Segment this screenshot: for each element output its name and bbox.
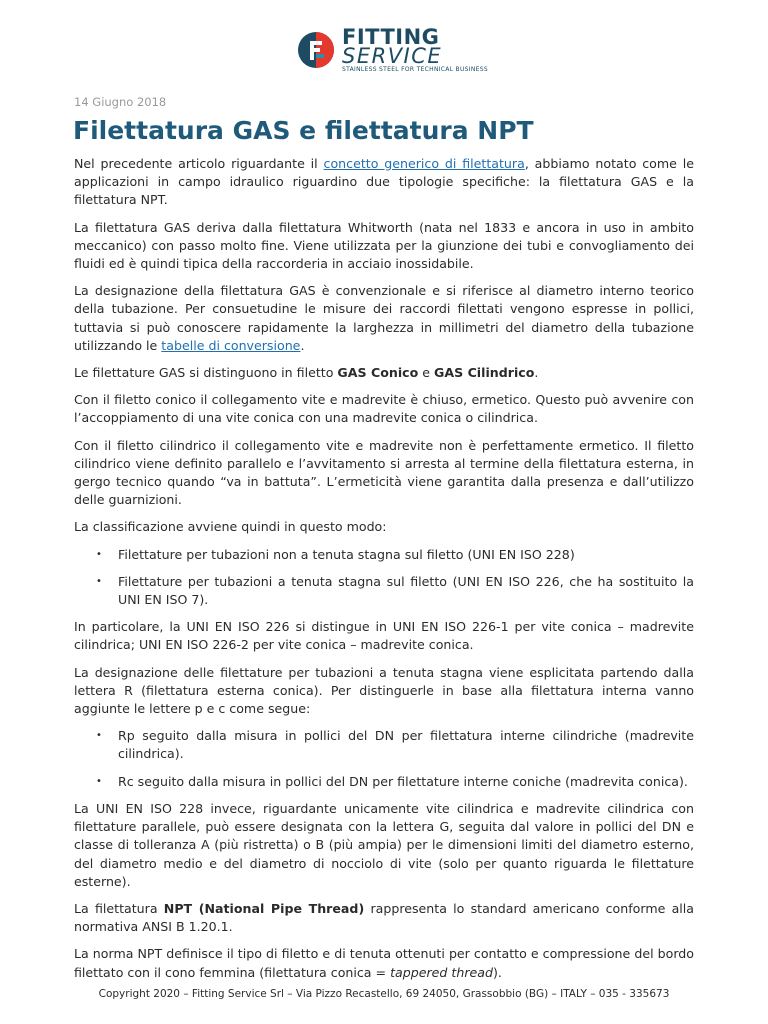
link-concetto-filettatura[interactable]: concetto generico di filettatura [323,156,525,171]
paragraph-npt [74,900,694,936]
paragraph-classification: La classificazione avviene quindi in questo modo: [74,519,387,535]
article-date: 14 Giugno 2018 [74,95,167,109]
text-segment: e [418,365,435,381]
text-segment: , abbiamo notato come le applicazioni in campo idraulico riguardino due tipologie specifiche: la filettatura GAS e la filettatura NPT. [74,156,694,208]
text-segment: . [534,365,539,381]
bullet-icon: • [96,775,102,787]
paragraph-r-designation: La designazione delle filettature per tubazioni a tenuta stagna viene esplicitata partendo dalla lettera R (filettatura esterna conica). Per distinguerle in base alla filettatura interna vanno aggiunte le lettere p e c come segue: [74,664,694,717]
logo-word-fitting: FITTING [342,25,440,49]
list-item [96,546,694,564]
bold-npt: NPT (National Pipe Thread) [163,900,365,916]
list-item [96,773,694,791]
text-segment: . [300,337,305,353]
bold-gas-cilindrico: GAS Cilindrico [434,365,535,381]
logo-tagline: STAINLESS STEEL FOR TECHNICAL BUSINESS [342,66,488,73]
designation-list [74,727,694,791]
text-segment: rappresenta lo standard americano conforme alla normativa ANSI B 1.20.1. [74,900,695,935]
paragraph-cylindrical-thread: Con il filetto cilindrico il collegamento vite e madrevite non è perfettamente ermetico. Il filetto cilindrico viene definito parallelo e l’avvitamento si arresta al termine della filettatura esterna, in gergo tecnico quando “va in battuta”. L’ermeticità viene garantita dalla presenza e dall’utilizzo delle guarnizioni. [74,437,694,508]
fitting-service-logo-icon [296,30,336,70]
logo-word-service: SERVICE [342,44,443,68]
bullet-icon: • [96,575,102,587]
list-item-text: Rp seguito dalla misura in pollici del DN per filettatura interne cilindriche (madrevite cilindrica). [118,728,694,762]
bullet-icon: • [96,730,102,742]
paragraph-gas-origin: La filettatura GAS deriva dalla filettatura Whitworth (nata nel 1833 e ancora in uso in ambito meccanico) con passo molto fine. Viene utilizzata per la giunzione dei tubi e convogliamento dei fluidi ed è quindi tipica della raccorderia in acciaio inossidabile. [74,219,694,272]
paragraph-conical-thread: Con il filetto conico il collegamento vite e madrevite è chiuso, ermetico. Questo può avvenire con l’accoppiamento di una vite conica con una madrevite conica o cilindrica. [74,392,694,426]
classification-list [74,546,694,610]
bullet-icon: • [96,548,102,560]
list-item-text: Filettature per tubazioni non a tenuta stagna sul filetto (UNI EN ISO 228) [118,546,575,562]
list-item [96,727,694,763]
paragraph-gas-designation [74,282,694,355]
link-tabelle-conversione[interactable]: tabelle di conversione [161,337,301,353]
list-item [96,573,694,609]
text-segment: La norma NPT definisce il tipo di filetto e di tenuta ottenuti per contatto e compressione del bordo filettato con il cono femmina (filettatura conica = [74,946,694,980]
italic-tappered-thread: tappered thread [390,964,493,980]
paragraph-npt-definition [74,945,694,981]
company-logo [296,25,488,76]
paragraph-iso-226: In particolare, la UNI EN ISO 226 si distingue in UNI EN ISO 226-1 per vite conica – madrevite cilindrica; UNI EN ISO 226-2 per vite conica – madrevite conica. [74,619,694,653]
text-segment: La designazione della filettatura GAS è convenzionale e si riferisce al diametro interno teorico della tubazione. Per consuetudine le misure dei raccordi filettati vengono espresse in pollici, tuttavia si può conoscere rapidamente la larghezza in millimetri del diametro della tubazione utilizzando le [74,283,694,353]
page-footer: Copyright 2020 – Fitting Service Srl – Via Pizzo Recastello, 69 24050, Grassobbio (BG) – ITALY – 035 - 335673 [98,988,670,1000]
text-segment: Le filettature GAS si distinguono in filetto [74,365,338,381]
paragraph-iso-228: La UNI EN ISO 228 invece, riguardante unicamente vite cilindrica e madrevite cilindrica con filettature parallele, può essere designata con la lettera G, seguita dal valore in pollici del DN e classe di tolleranza A (più ristretta) o B (più ampia) per le dimensioni limiti del diametro esterno, del diametro medio e del diametro di nocciolo di vite (solo per quanto riguarda le filettature esterne). [74,800,694,889]
paragraph-gas-types [74,364,694,382]
list-item-text: Filettature per tubazioni a tenuta stagna sul filetto (UNI EN ISO 226, che ha sostituito la UNI EN ISO 7). [118,573,694,608]
article-title: Filettatura GAS e filettatura NPT [73,116,534,145]
text-segment: ). [492,964,502,980]
bold-gas-conico: GAS Conico [337,365,419,381]
article-body [74,155,694,991]
text-segment: Nel precedente articolo riguardante il [74,156,324,171]
paragraph-intro [74,155,694,210]
text-segment: La filettatura [74,900,164,916]
list-item-text: Rc seguito dalla misura in pollici del DN per filettature interne coniche (madrevita conica). [118,773,688,789]
